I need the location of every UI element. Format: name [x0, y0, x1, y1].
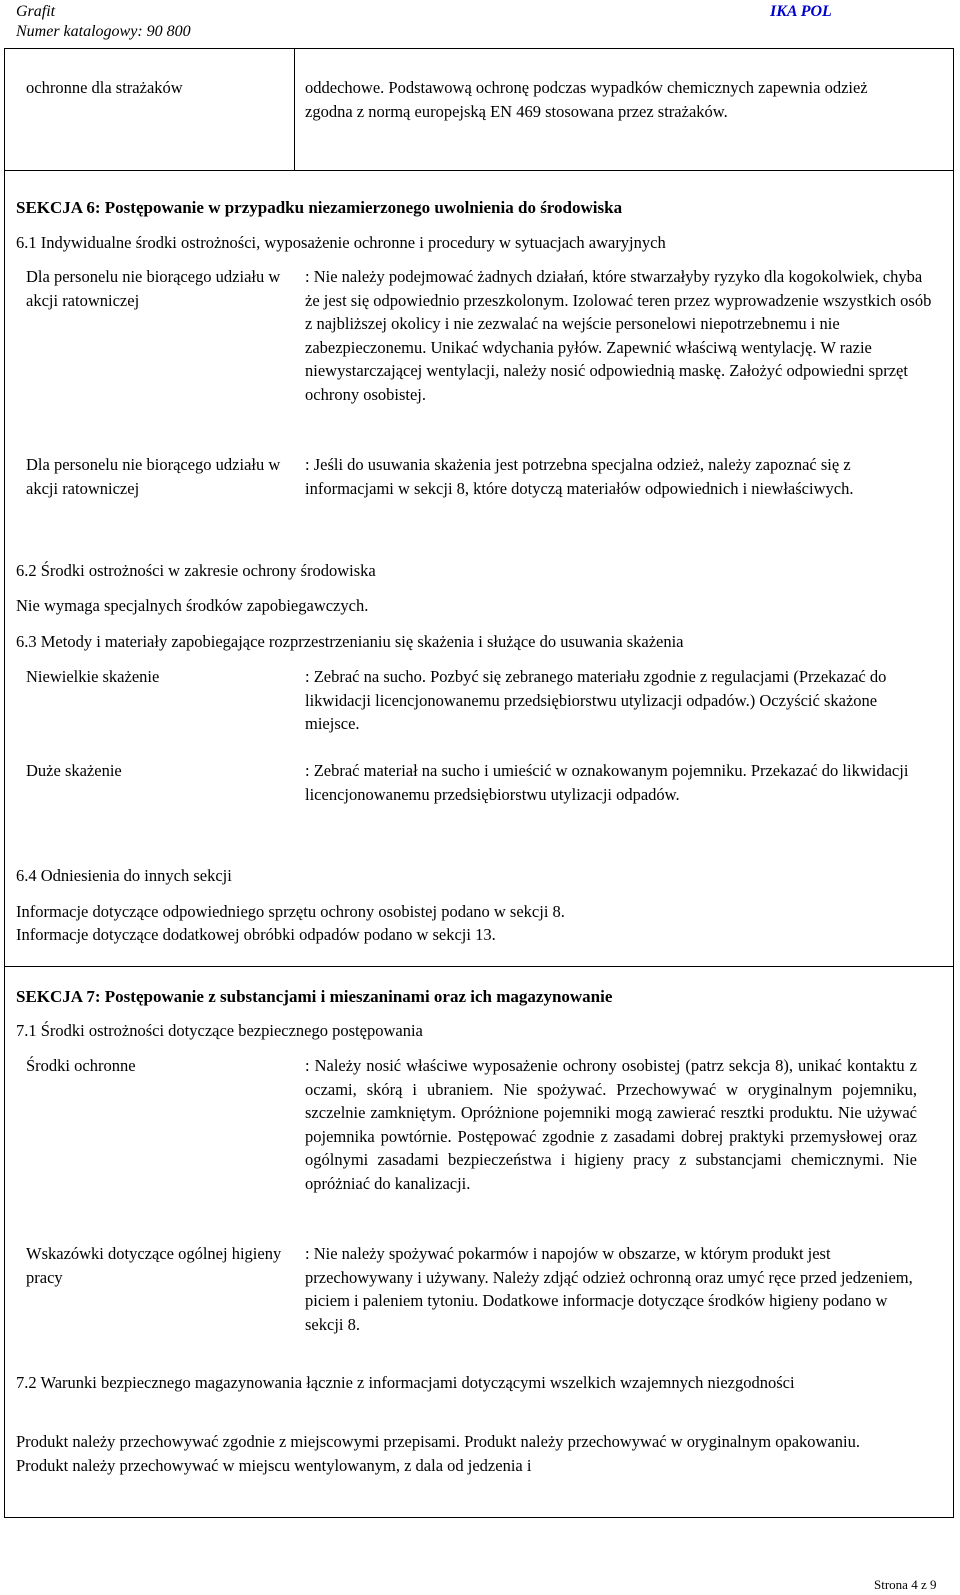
- s6-1-row1-value: : Nie należy podejmować żadnych działań, które stwarzałyby ryzyko dla kogokolwiek, chyba że jest się odpowiednio przeszkolonym. Izolować teren przez wyprowadzenie wszystkich osób z najbliższej okolicy i nie zezwalać na wejście personelowi niepotrzebnemu i nie zabezpieczonemu. Unikać wdychania pyłów. Zapewnić właściwą wentylację. W razie niewystarczającej wentylacji, należy nosić odpowiednią maskę. Założyć odpowiedni sprzęt ochrony osobistej.: [305, 267, 932, 404]
- top-row-value: oddechowe. Podstawową ochronę podczas wypadków chemicznych zapewnia odzież zgodna z normą europejską EN 469 stosowana przez strażaków.: [305, 78, 868, 121]
- s6-1-row1-label: Dla personelu nie biorącego udziału w akcji ratowniczej: [26, 267, 281, 310]
- s6-3-row2-label: Duże skażenie: [26, 761, 122, 780]
- subsection-6-2-text: Nie wymaga specjalnych środków zapobiegawczych.: [16, 596, 369, 615]
- product-name: Grafit: [16, 3, 56, 20]
- subsection-6-3-heading: 6.3 Metody i materiały zapobiegające rozprzestrzenianiu się skażenia i służące do usuwania skażenia: [16, 632, 684, 651]
- subsection-6-4-heading: 6.4 Odniesienia do innych sekcji: [16, 866, 232, 885]
- s7-1-row1-label: Środki ochronne: [26, 1056, 136, 1075]
- subsection-6-2-heading: 6.2 Środki ostrożności w zakresie ochrony środowiska: [16, 561, 376, 580]
- company-name: IKA POL: [770, 3, 832, 20]
- page-header-left: [16, 2, 191, 42]
- s7-1-row2-value: : Nie należy spożywać pokarmów i napojów w obszarze, w którym produkt jest przechowywany i używany. Należy zdjąć odzież ochronną oraz umyć ręce przed jedzeniem, piciem i paleniem tytoniu. Dodatkowe informacje dotyczące środków higieny podano w sekcji 8.: [305, 1244, 913, 1334]
- s7-1-row1-value: : Należy nosić właściwe wyposażenie ochrony osobistej (patrz sekcja 8), unikać kontaktu z oczami, skórą i ubraniem. Nie spożywać. Przechowywać w oryginalnym pojemniku, szczelnie zamkniętym. Opróżnione pojemniki mogą zawierać resztki produktu. Nie używać pojemnika powtórnie. Postępować zgodnie z zasadami dobrej praktyki przemysłowej oraz ogólnymi zasadami bezpieczeństwa i higieny pracy z substancjami chemicznymi. Nie opróżniać do kanalizacji.: [305, 1056, 917, 1193]
- subsection-7-2-heading: 7.2 Warunki bezpiecznego magazynowania łącznie z informacjami dotyczącymi wszelkich wzajemnych niezgodności: [16, 1373, 795, 1392]
- s6-1-row2-value: : Jeśli do usuwania skażenia jest potrzebna specjalna odzież, należy zapoznać się z informacjami w sekcji 8, które dotyczą materiałów odpowiednich i niewłaściwych.: [305, 455, 854, 498]
- page-number: Strona 4 z 9: [874, 1577, 937, 1592]
- s7-1-row2-label: Wskazówki dotyczące ogólnej higieny pracy: [26, 1244, 282, 1287]
- section-divider-top: [4, 170, 954, 171]
- subsection-6-1-heading: 6.1 Indywidualne środki ostrożności, wyposażenie ochronne i procedury w sytuacjach awaryjnych: [16, 233, 666, 252]
- subsection-7-2-text: Produkt należy przechowywać zgodnie z miejscowymi przepisami. Produkt należy przechowywać w oryginalnym opakowaniu. Produkt należy przechowywać w miejscu wentylowanym, z dala od jedzenia i: [16, 1432, 860, 1475]
- s6-1-row2-label: Dla personelu nie biorącego udziału w akcji ratowniczej: [26, 455, 281, 498]
- catalog-number: Numer katalogowy: 90 800: [16, 23, 191, 40]
- s6-3-row1-value: : Zebrać na sucho. Pozbyć się zebranego materiału zgodnie z regulacjami (Przekazać do likwidacji licencjonowanemu przedsiębiorstwu utylizacji odpadów.) Oczyścić skażone miejsce.: [305, 667, 887, 733]
- subsection-7-1-heading: 7.1 Środki ostrożności dotyczące bezpiecznego postępowania: [16, 1021, 423, 1040]
- top-row-label: ochronne dla strażaków: [26, 78, 183, 97]
- section-6-title: SEKCJA 6: Postępowanie w przypadku niezamierzonego uwolnienia do środowiska: [16, 198, 623, 217]
- s6-3-row2-value: : Zebrać materiał na sucho i umieścić w oznakowanym pojemniku. Przekazać do likwidacji licencjonowanemu przedsiębiorstwu utylizacji odpadów.: [305, 761, 909, 804]
- section-divider-middle: [4, 966, 954, 967]
- table-column-divider: [294, 48, 295, 170]
- subsection-6-4-line1: Informacje dotyczące odpowiedniego sprzętu ochrony osobistej podano w sekcji 8.: [16, 902, 565, 921]
- subsection-6-4-line2: Informacje dotyczące dodatkowej obróbki odpadów podano w sekcji 13.: [16, 925, 496, 944]
- s6-3-row1-label: Niewielkie skażenie: [26, 667, 160, 686]
- section-7-title: SEKCJA 7: Postępowanie z substancjami i mieszaninami oraz ich magazynowanie: [16, 987, 613, 1006]
